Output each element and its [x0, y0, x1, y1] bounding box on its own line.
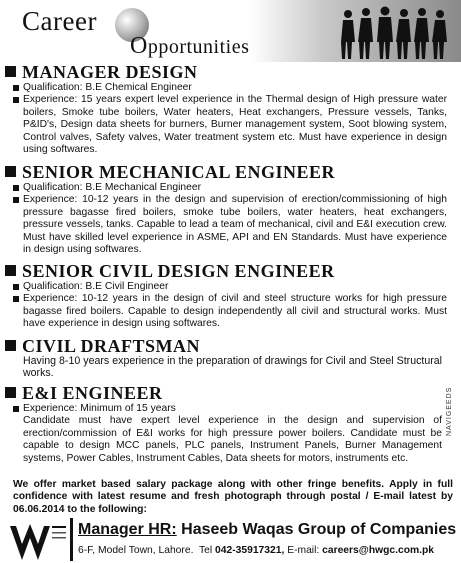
header-title-opportunities-rest: pportunities [147, 36, 250, 58]
section-body-ei-engineer [12, 403, 442, 465]
tel-label: Tel [198, 545, 213, 556]
footer-divider [70, 518, 73, 561]
list-item: Experience: Minimum of 15 years [12, 403, 442, 415]
section-title-civil-draftsman: CIVIL DRAFTSMAN [5, 336, 200, 357]
company-name: Haseeb Waqas Group of Companies [181, 521, 457, 538]
list-item: Having 8-10 years experience in the preparation of drawings for Civil and Steel Structural works. [23, 355, 442, 380]
section-square-icon [5, 387, 16, 398]
section-square-icon [5, 340, 16, 351]
manager-label: Manager HR: [78, 521, 177, 538]
manager-hr-line [78, 521, 456, 539]
contact-line [78, 545, 434, 556]
section-title-ei-engineer: E&I ENGINEER [5, 383, 163, 404]
list-item: Experience: 15 years expert level experience in the Thermal design of High pressure water boilers, Smoke tube boilers, Water heaters, Heat exchangers, Pressure vessels, Tanks, P&ID's, Design data sheets for burners, Burner management system, Soot blowing system, Control valves, Safety valves, Water treatment system etc. Must have experience in design using softwares. [12, 94, 447, 156]
salary-offer-text: We offer market based salary package along with other fringe benefits. Apply in full confidence with latest resume and fresh photograph through postal / E-mail latest by 06.06.2014 to the following: [13, 479, 453, 515]
header-title-opportunities [130, 33, 249, 60]
hwgc-logo-icon [8, 520, 68, 562]
email-address[interactable]: careers@hwgc.com.pk [322, 545, 435, 556]
list-item: Qualification: B.E Civil Engineer [12, 281, 447, 293]
header-title-o-letter: O [130, 33, 148, 59]
section-title-senior-civil-design-engineer: SENIOR CIVIL DESIGN ENGINEER [5, 261, 335, 282]
section-body-senior-mechanical-engineer [12, 182, 447, 256]
header-banner [0, 0, 461, 62]
section-body-manager-design [12, 82, 447, 156]
list-item: Candidate must have expert level experience in the design and supervision of erection/commission of E&I works for high pressure power boilers. Candidate must be capable to design MCC panels, PLC panels, Instrument Panels, Burner Management systems, Power Cables, Instrument Cables, Data sheets for motors, instruments etc. [23, 415, 442, 464]
address: 6-F, Model Town, Lahore. [78, 545, 194, 556]
list-item: Experience: 10-12 years in the design and supervision of erection/commissioning of high pressure bagasse fired boilers, smoke tube boilers, water heaters, heat exchangers, pressure vessels, tanks. Capable to lead a team of mechanical, civil and E&I execution crew. Must have skilled level experience in ASME, API and EN Standards. Must have experience in design using softwares. [12, 194, 447, 256]
list-item: Qualification: B.E Chemical Engineer [12, 82, 447, 94]
section-body-civil-draftsman [12, 355, 442, 380]
publisher-tag: NAVIGEEDS [446, 386, 453, 436]
section-title-manager-design: MANAGER DESIGN [5, 62, 198, 83]
section-body-senior-civil-design-engineer [12, 281, 447, 331]
section-title-senior-mechanical-engineer: SENIOR MECHANICAL ENGINEER [5, 162, 335, 183]
header-title-career: Career [22, 6, 97, 36]
section-square-icon [5, 66, 16, 77]
business-people-silhouettes-icon [340, 5, 455, 61]
list-item: Experience: 10-12 years in the design of civil and steel structure works for high pressure bagasse fired boilers. Capable to design independently all civil and structural works. Must have experience in design using softwares. [12, 293, 447, 330]
tel-number: 042-35917321, [215, 545, 285, 556]
list-item: Qualification: B.E Mechanical Engineer [12, 182, 447, 194]
section-square-icon [5, 166, 16, 177]
email-label: E-mail: [287, 545, 320, 556]
section-square-icon [5, 265, 16, 276]
